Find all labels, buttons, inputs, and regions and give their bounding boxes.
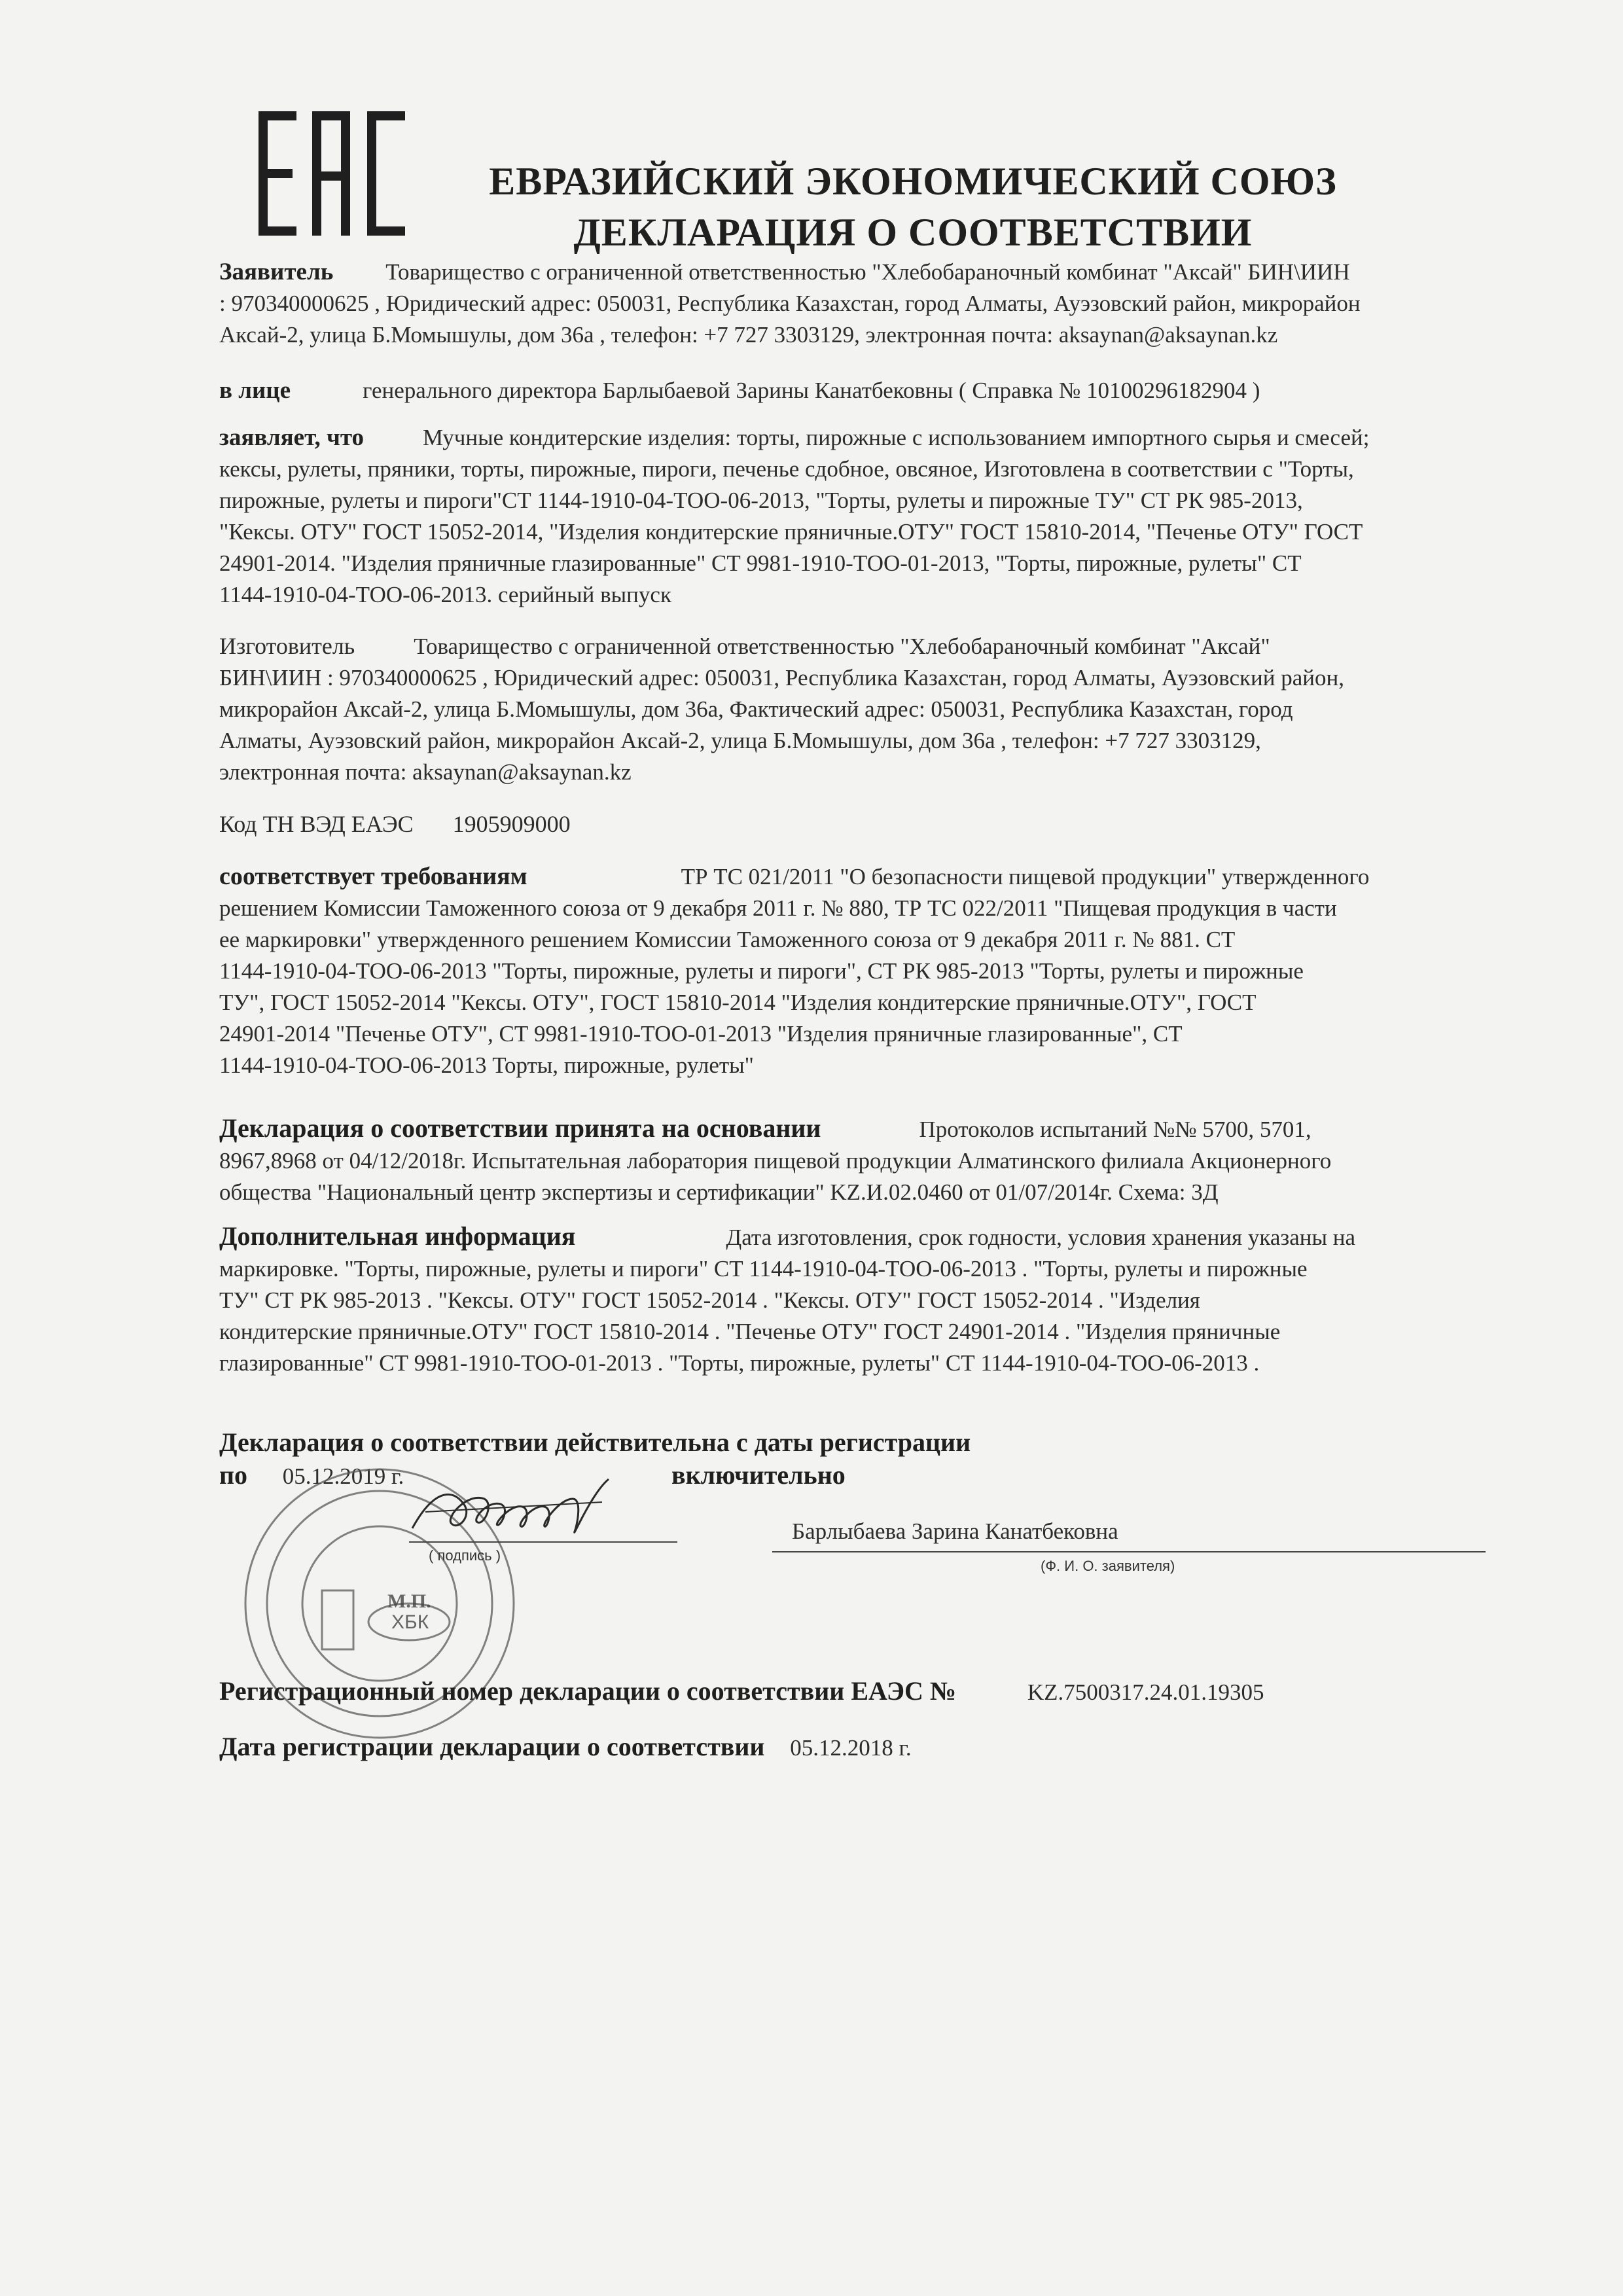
tn-code-label: Код ТН ВЭД ЕАЭС (219, 811, 414, 837)
person-label: в лице (219, 377, 291, 404)
person-section (219, 375, 1528, 406)
person-text: генерального директора Барлыбаевой Зарины Канатбековны ( Справка № 10100296182904 ) (363, 378, 1260, 403)
tn-code-value: 1905909000 (452, 811, 571, 837)
document-title (458, 156, 1368, 258)
manufacturer-label: Изготовитель (219, 633, 355, 659)
requirements-line: 1144-1910-04-ТОО-06-2013 Торты, пирожные, рулеты" (219, 1052, 754, 1078)
basis-section (219, 1113, 1528, 1208)
validity-to-date: 05.12.2019 г. (282, 1463, 404, 1489)
validity-label: Декларация о соответствии действительна с даты регистрации (219, 1427, 971, 1457)
applicant-line: Аксай-2, улица Б.Момышулы, дом 36а , телефон: +7 727 3303129, электронная почта: aksaynan@aksaynan.kz (219, 322, 1278, 348)
basis-line: общества "Национальный центр экспертизы и сертификации" KZ.И.02.0460 от 01/07/2014г. Схема: 3Д (219, 1179, 1219, 1205)
registration-date-section (219, 1731, 1528, 1764)
declares-label: заявляет, что (219, 424, 365, 451)
registration-number-section (219, 1676, 1528, 1708)
requirements-line: 1144-1910-04-ТОО-06-2013 "Торты, пирожные, рулеты и пироги", СТ РК 985-2013 "Торты, рулеты и пирожные (219, 958, 1304, 984)
stamp-logo: ХБК (391, 1611, 429, 1633)
additional-line: кондитерские пряничные.ОТУ" ГОСТ 15810-2014 . "Печенье ОТУ" ГОСТ 24901-2014 . "Изделия пряничные (219, 1319, 1281, 1344)
declares-line: кексы, рулеты, пряники, торты, пирожные, пироги, печенье сдобное, овсяное, Изготовлена в соответствии с "Торты, (219, 456, 1354, 482)
signature-caption: ( подпись ) (429, 1547, 501, 1564)
declares-line: "Кексы. ОТУ" ГОСТ 15052-2014, "Изделия кондитерские пряничные.ОТУ" ГОСТ 15810-2014, "Печенье ОТУ" ГОСТ (219, 519, 1363, 545)
applicant-line: Товарищество с ограниченной ответственностью "Хлебобараночный комбинат "Аксай" БИН\ИИН (385, 259, 1350, 285)
applicant-name: Барлыбаева Зарина Канатбековна (792, 1518, 1118, 1544)
registration-number-label: Регистрационный номер декларации о соответствии ЕАЭС № (219, 1676, 957, 1706)
requirements-line: ее маркировки" утвержденного решением Комиссии Таможенного союза от 9 декабря 2011 г. № 881. СТ (219, 927, 1236, 952)
manufacturer-line: БИН\ИИН : 970340000625 , Юридический адрес: 050031, Республика Казахстан, город Алматы, Ауэзовский район, (219, 665, 1344, 691)
declares-line: 1144-1910-04-ТОО-06-2013. серийный выпуск (219, 582, 671, 607)
basis-line: Протоколов испытаний №№ 5700, 5701, (919, 1117, 1311, 1142)
requirements-line: решением Комиссии Таможенного союза от 9 декабря 2011 г. № 880, ТР ТС 022/2011 "Пищевая продукция в части (219, 895, 1337, 921)
title-line-1: ЕВРАЗИЙСКИЙ ЭКОНОМИЧЕСКИЙ СОЮЗ (489, 160, 1337, 203)
signature-line (409, 1541, 677, 1543)
manufacturer-line: Товарищество с ограниченной ответственностью "Хлебобараночный комбинат "Аксай" (414, 634, 1270, 659)
manufacturer-line: микрорайон Аксай-2, улица Б.Момышулы, дом 36а, Фактический адрес: 050031, Республика Казахстан, город (219, 696, 1293, 722)
additional-section (219, 1221, 1528, 1379)
basis-line: 8967,8968 от 04/12/2018г. Испытательная лаборатория пищевой продукции Алматинского филиала Акционерного (219, 1148, 1332, 1174)
applicant-line: : 970340000625 , Юридический адрес: 050031, Республика Казахстан, город Алматы, Ауэзовский район, микрорайон (219, 291, 1361, 316)
declares-line: 24901-2014. "Изделия пряничные глазированные" СТ 9981-1910-ТОО-01-2013, "Торты, пирожные, рулеты" СТ (219, 550, 1302, 576)
handwritten-signature (406, 1466, 615, 1558)
requirements-line: ТР ТС 021/2011 "О безопасности пищевой продукции" утвержденного (681, 864, 1370, 889)
eac-logo (259, 111, 406, 236)
requirements-section (219, 861, 1528, 1081)
name-caption: (Ф. И. О. заявителя) (1041, 1558, 1175, 1574)
manufacturer-line: электронная почта: aksaynan@aksaynan.kz (219, 759, 632, 785)
name-line (772, 1551, 1486, 1552)
requirements-label: соответствует требованиям (219, 863, 527, 890)
manufacturer-line: Алматы, Ауэзовский район, микрорайон Аксай-2, улица Б.Момышулы, дом 36а , телефон: +7 727 3303129, (219, 728, 1261, 753)
requirements-line: ТУ", ГОСТ 15052-2014 "Кексы. ОТУ", ГОСТ 15810-2014 "Изделия кондитерские пряничные.ОТУ", ГОСТ (219, 990, 1257, 1015)
stamp-mp: М.П. (387, 1590, 431, 1612)
registration-date: 05.12.2018 г. (790, 1735, 912, 1761)
additional-line: маркировке. "Торты, пирожные, рулеты и пироги" СТ 1144-1910-04-ТОО-06-2013 . "Торты, рулеты и пирожные (219, 1256, 1308, 1282)
declares-section (219, 422, 1528, 611)
validity-to-label: по (219, 1460, 248, 1490)
declares-line: пирожные, рулеты и пироги"СТ 1144-1910-04-ТОО-06-2013, "Торты, рулеты и пирожные ТУ" СТ РК 985-2013, (219, 488, 1303, 513)
title-line-2: ДЕКЛАРАЦИЯ О СООТВЕТСТВИИ (573, 211, 1253, 254)
registration-number: KZ.7500317.24.01.19305 (1027, 1679, 1264, 1705)
declares-line: Мучные кондитерские изделия: торты, пирожные с использованием импортного сырья и смесей; (423, 425, 1370, 450)
tn-code-section (219, 808, 1528, 840)
applicant-label: Заявитель (219, 259, 334, 285)
manufacturer-section (219, 630, 1528, 788)
requirements-line: 24901-2014 "Печенье ОТУ", СТ 9981-1910-ТОО-01-2013 "Изделия пряничные глазированные", СТ (219, 1021, 1183, 1047)
validity-inclusive: включительно (671, 1460, 846, 1490)
additional-line: Дата изготовления, срок годности, условия хранения указаны на (726, 1225, 1356, 1250)
additional-line: глазированные" СТ 9981-1910-ТОО-01-2013 . "Торты, пирожные, рулеты" СТ 1144-1910-04-ТОО-06-2013 . (219, 1350, 1260, 1376)
additional-line: ТУ" СТ РК 985-2013 . "Кексы. ОТУ" ГОСТ 15052-2014 . "Кексы. ОТУ" ГОСТ 15052-2014 . "Изделия (219, 1287, 1200, 1313)
basis-label: Декларация о соответствии принята на основании (219, 1113, 821, 1143)
applicant-section (219, 257, 1528, 351)
additional-label: Дополнительная информация (219, 1221, 576, 1251)
registration-date-label: Дата регистрации декларации о соответствии (219, 1732, 765, 1761)
